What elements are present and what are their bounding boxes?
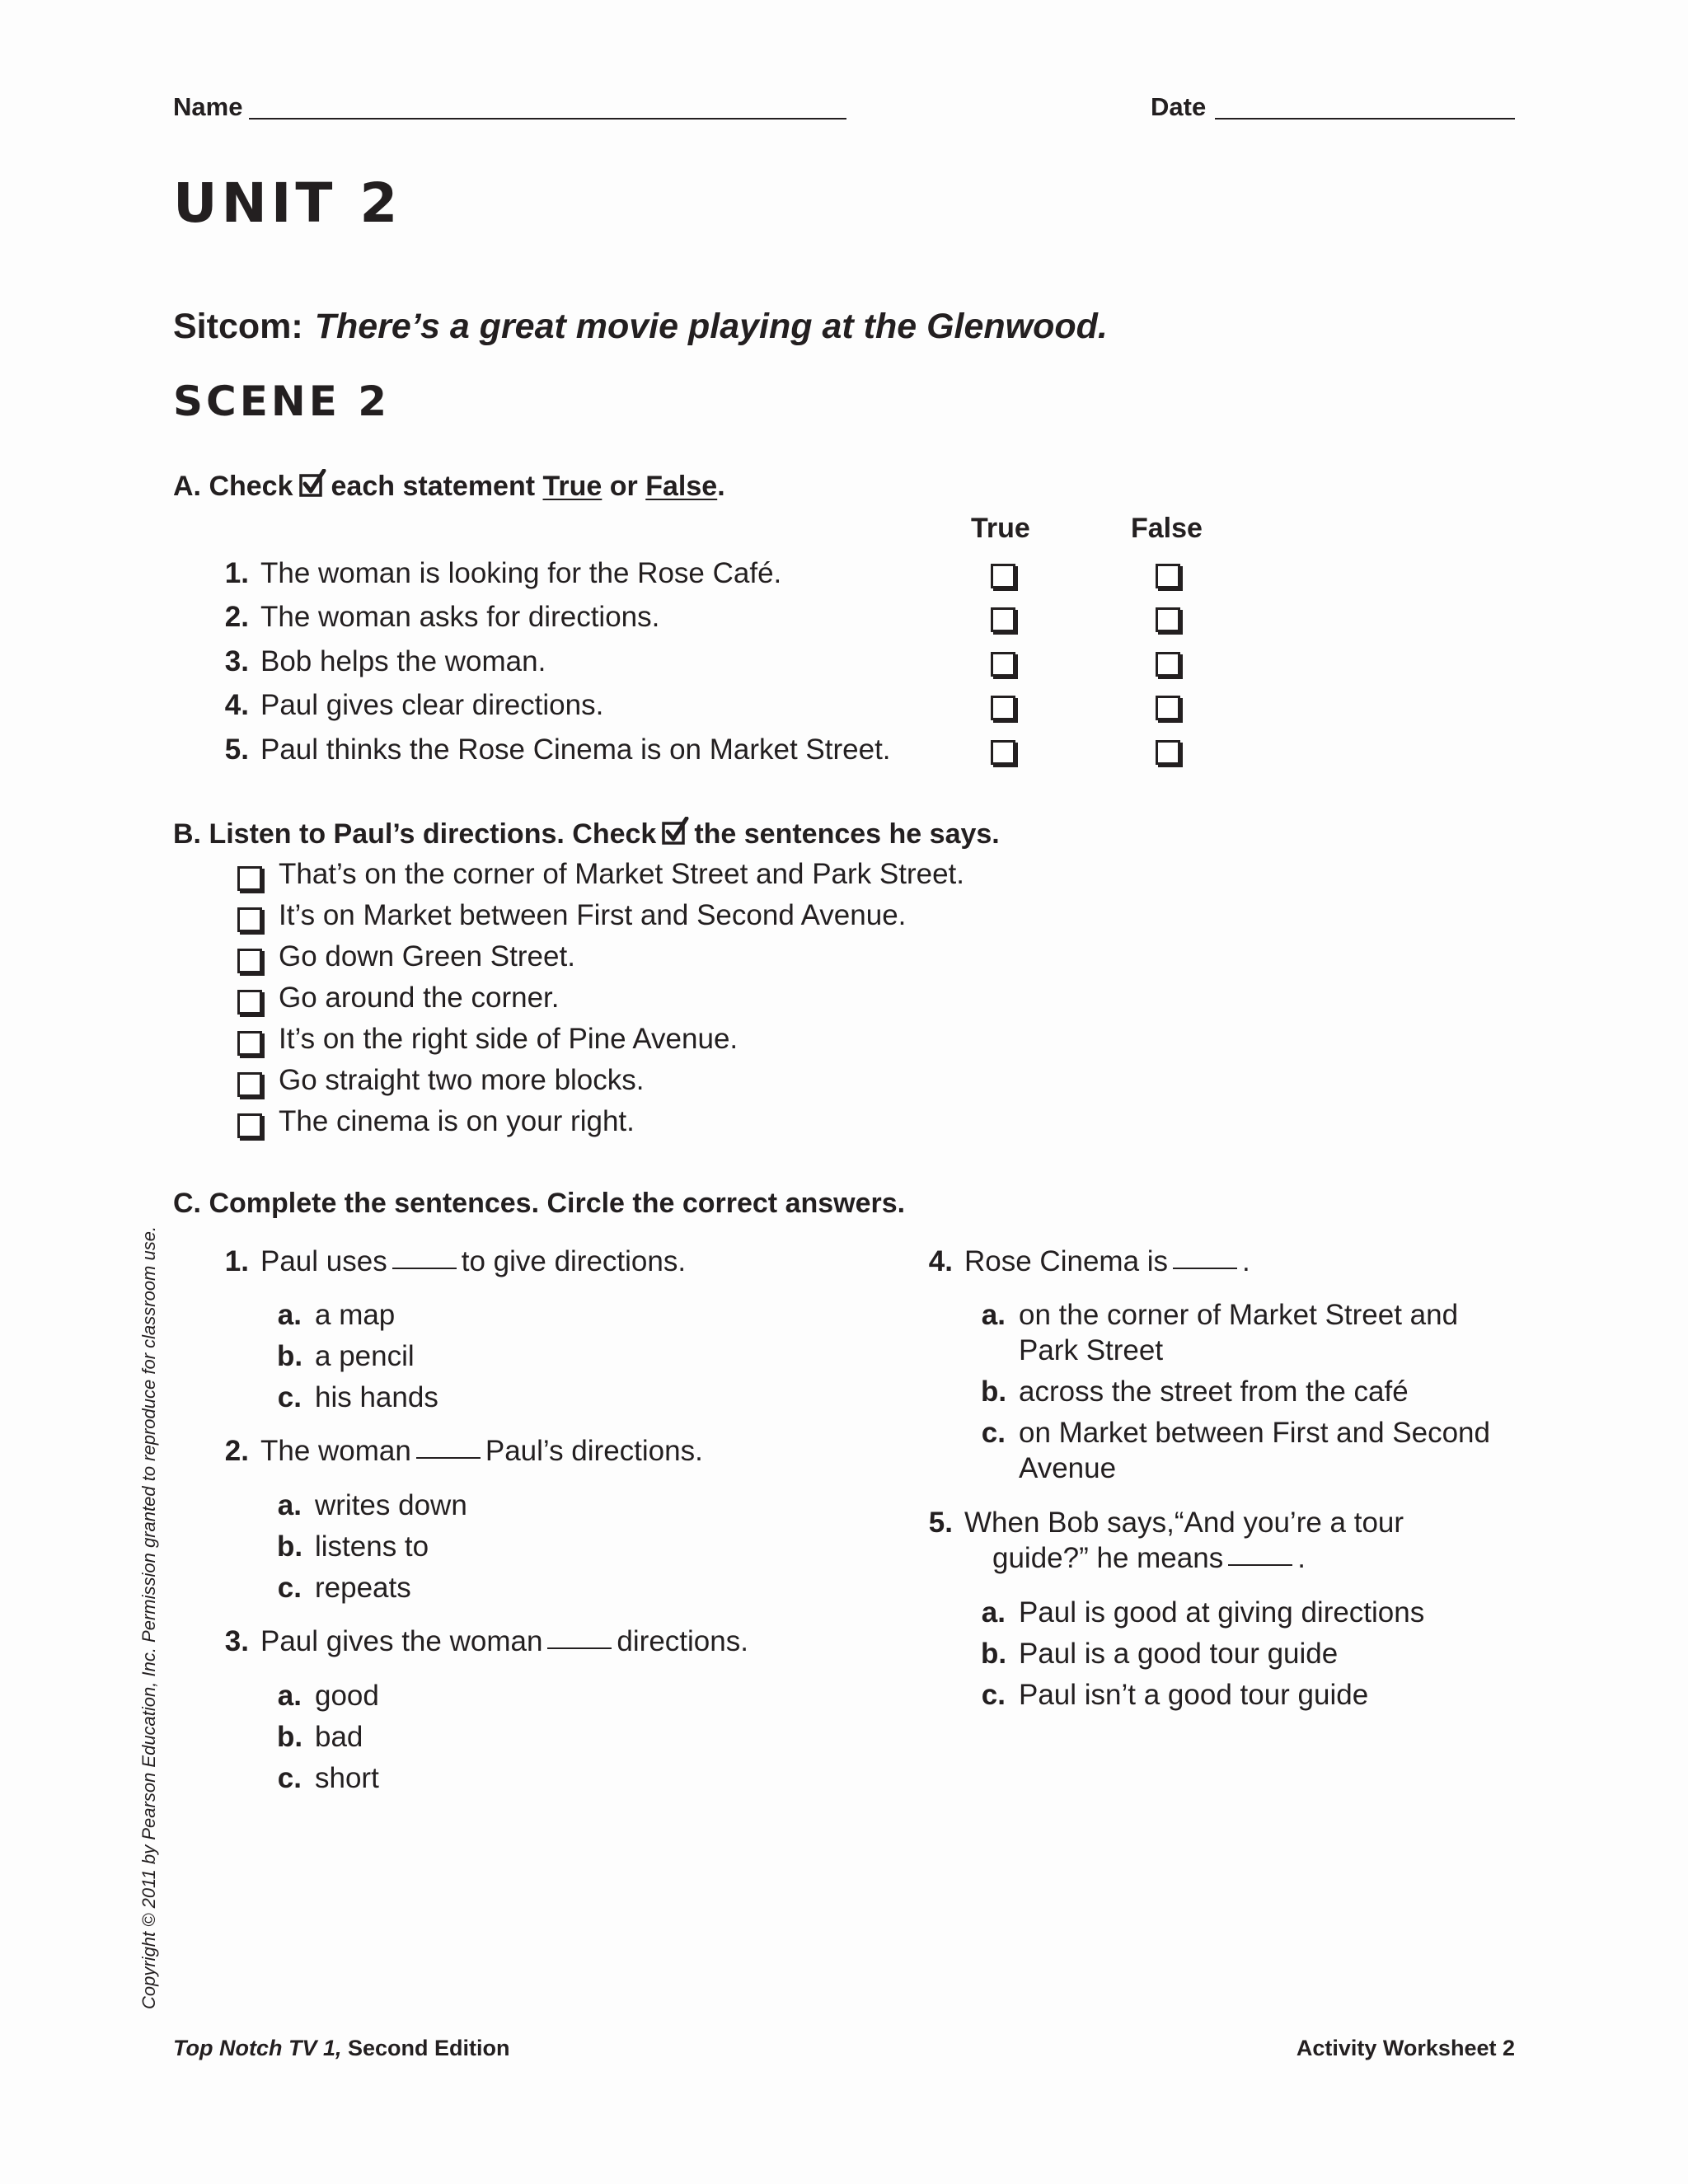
question-text: Rose Cinema is xyxy=(964,1245,1169,1277)
item-number: 5. xyxy=(224,733,249,766)
option-text: a map xyxy=(315,1299,396,1331)
question-text: to give directions. xyxy=(461,1245,687,1277)
option-text: on Market between First and Second xyxy=(1019,1417,1490,1449)
option-text: Paul is good at giving directions xyxy=(1019,1596,1425,1629)
true-checkbox-1[interactable] xyxy=(991,564,1015,588)
instruction-text: Listen to Paul’s directions. Check xyxy=(209,818,657,850)
instruction-text: Complete the sentences. Circle the correct answers. xyxy=(209,1188,906,1219)
item-number: 5. xyxy=(928,1507,953,1539)
item-number: 4. xyxy=(928,1245,953,1277)
question-text: Paul uses xyxy=(260,1245,387,1277)
option-text: repeats xyxy=(315,1572,411,1604)
section-b-heading xyxy=(173,817,1000,854)
answer-option[interactable] xyxy=(981,1596,1424,1629)
option-text-continued: Avenue xyxy=(1019,1452,1117,1484)
question-1 xyxy=(211,1245,686,1278)
checked-box-icon xyxy=(298,469,326,506)
answer-blank xyxy=(392,1268,457,1269)
option-text: listens to xyxy=(315,1530,429,1563)
sitcom-title xyxy=(173,307,1108,347)
answer-blank xyxy=(547,1647,612,1649)
question-text: guide?” he means xyxy=(992,1542,1224,1574)
question-text: The woman xyxy=(260,1435,411,1467)
question-2 xyxy=(211,1435,703,1468)
true-checkbox-2[interactable] xyxy=(991,607,1015,632)
statement-row xyxy=(211,557,781,590)
option-letter: c. xyxy=(277,1572,302,1604)
section-letter: B. xyxy=(173,818,201,850)
question-text: When Bob says,“And you’re a tour xyxy=(964,1507,1404,1539)
item-number: 1. xyxy=(224,557,249,589)
instruction-text: Check xyxy=(209,471,293,502)
sentence-option: It’s on Market between First and Second Avenue. xyxy=(279,899,907,931)
sentence-checkbox-6[interactable] xyxy=(237,1072,262,1097)
option-text: Paul isn’t a good tour guide xyxy=(1019,1679,1369,1711)
option-letter: b. xyxy=(277,1340,303,1372)
question-text: Paul gives the woman xyxy=(260,1625,543,1657)
sentence-option: Go around the corner. xyxy=(279,982,560,1014)
option-letter: a. xyxy=(277,1680,302,1712)
false-checkbox-5[interactable] xyxy=(1156,740,1180,765)
scene-title: SCENE 2 xyxy=(173,377,391,425)
item-number: 2. xyxy=(224,1435,249,1467)
answer-blank xyxy=(1173,1268,1237,1269)
option-text: on the corner of Market Street and xyxy=(1019,1299,1459,1331)
statement-text: Paul thinks the Rose Cinema is on Market Street. xyxy=(260,733,891,766)
answer-option[interactable] xyxy=(981,1376,1409,1408)
question-5-continued xyxy=(992,1542,1306,1575)
option-letter: a. xyxy=(277,1489,302,1521)
statement-row xyxy=(211,601,659,634)
sentence-option: That’s on the corner of Market Street and Park Street. xyxy=(279,858,964,890)
statement-text: Paul gives clear directions. xyxy=(260,689,604,721)
answer-option[interactable] xyxy=(277,1572,411,1605)
option-text: short xyxy=(315,1762,379,1794)
option-letter: b. xyxy=(981,1376,1007,1408)
item-number: 1. xyxy=(224,1245,249,1277)
option-letter: c. xyxy=(981,1679,1006,1711)
answer-option[interactable] xyxy=(277,1721,363,1754)
question-text: Paul’s directions. xyxy=(485,1435,703,1467)
option-letter: c. xyxy=(277,1762,302,1794)
option-text: good xyxy=(315,1680,379,1712)
checked-box-icon xyxy=(661,817,689,854)
question-3 xyxy=(211,1625,748,1658)
footer-worksheet-label: Activity Worksheet 2 xyxy=(1296,2036,1515,2060)
section-a-heading xyxy=(173,469,725,506)
option-text-continued: Park Street xyxy=(1019,1334,1164,1366)
answer-option[interactable] xyxy=(981,1638,1338,1671)
footer-book-title xyxy=(173,2036,510,2061)
answer-option[interactable] xyxy=(277,1762,379,1795)
statement-text: The woman asks for directions. xyxy=(260,601,660,633)
option-text: writes down xyxy=(315,1489,467,1521)
answer-option[interactable] xyxy=(277,1340,415,1373)
option-letter: a. xyxy=(277,1299,302,1331)
period: . xyxy=(717,471,725,502)
sitcom-episode-title: There’s a great movie playing at the Glenwood. xyxy=(314,307,1108,346)
false-word: False xyxy=(645,471,718,502)
book-title: Top Notch TV 1, xyxy=(173,2036,342,2060)
name-label: Name xyxy=(173,92,243,121)
statement-row xyxy=(211,689,603,722)
answer-option[interactable] xyxy=(277,1381,438,1414)
sentence-option: It’s on the right side of Pine Avenue. xyxy=(279,1023,738,1055)
option-text: bad xyxy=(315,1721,363,1753)
date-field[interactable] xyxy=(1215,118,1515,120)
answer-option[interactable] xyxy=(981,1679,1368,1712)
answer-blank xyxy=(1228,1564,1292,1566)
option-text: across the street from the café xyxy=(1019,1376,1409,1408)
answer-option[interactable] xyxy=(277,1680,379,1713)
item-number: 4. xyxy=(224,689,249,721)
true-checkbox-3[interactable] xyxy=(991,652,1015,677)
section-letter: C. xyxy=(173,1188,201,1219)
sentence-checkbox-4[interactable] xyxy=(237,990,262,1015)
item-number: 2. xyxy=(224,601,249,633)
false-checkbox-4[interactable] xyxy=(1156,696,1180,720)
question-text: . xyxy=(1242,1245,1250,1277)
option-text: his hands xyxy=(315,1381,438,1413)
false-column-header: False xyxy=(1131,513,1203,544)
option-letter: b. xyxy=(277,1530,303,1563)
edition-label: Second Edition xyxy=(348,2036,510,2060)
option-text: a pencil xyxy=(315,1340,415,1372)
item-number: 3. xyxy=(224,1625,249,1657)
option-letter: c. xyxy=(981,1417,1006,1449)
true-column-header: True xyxy=(971,513,1030,544)
question-text: directions. xyxy=(617,1625,748,1657)
answer-blank xyxy=(416,1457,481,1459)
sentence-option: Go down Green Street. xyxy=(279,940,575,972)
false-checkbox-3[interactable] xyxy=(1156,652,1180,677)
answer-option[interactable] xyxy=(277,1489,467,1522)
unit-title: UNIT 2 xyxy=(173,171,402,235)
statement-row xyxy=(211,733,891,766)
or-word: or xyxy=(609,471,638,502)
section-letter: A. xyxy=(173,471,201,502)
item-number: 3. xyxy=(224,645,249,677)
question-4 xyxy=(915,1245,1250,1278)
question-5 xyxy=(915,1507,1404,1540)
true-word: True xyxy=(542,471,603,502)
option-text: Paul is a good tour guide xyxy=(1019,1638,1339,1670)
question-text: . xyxy=(1297,1542,1306,1574)
answer-option[interactable] xyxy=(981,1299,1458,1332)
sentence-checkbox-1[interactable] xyxy=(237,866,262,891)
option-letter: a. xyxy=(981,1596,1006,1629)
section-c-heading xyxy=(173,1188,905,1220)
sentence-checkbox-5[interactable] xyxy=(237,1031,262,1056)
sentence-checkbox-2[interactable] xyxy=(237,907,262,932)
sentence-checkbox-3[interactable] xyxy=(237,949,262,973)
date-label: Date xyxy=(1151,92,1207,121)
false-checkbox-1[interactable] xyxy=(1156,564,1180,588)
option-letter: c. xyxy=(277,1381,302,1413)
statement-row xyxy=(211,645,546,678)
sentence-option: The cinema is on your right. xyxy=(279,1105,635,1137)
name-field[interactable] xyxy=(249,118,846,120)
statement-text: Bob helps the woman. xyxy=(260,645,546,677)
sentence-checkbox-7[interactable] xyxy=(237,1113,262,1138)
option-letter: b. xyxy=(277,1721,303,1753)
option-letter: b. xyxy=(981,1638,1007,1670)
option-letter: a. xyxy=(981,1299,1006,1331)
sitcom-label: Sitcom: xyxy=(173,307,303,346)
false-checkbox-2[interactable] xyxy=(1156,607,1180,632)
statement-text: The woman is looking for the Rose Café. xyxy=(260,557,782,589)
instruction-text: the sentences he says. xyxy=(694,818,1000,850)
answer-option[interactable] xyxy=(277,1299,395,1332)
sentence-option: Go straight two more blocks. xyxy=(279,1064,645,1096)
true-checkbox-5[interactable] xyxy=(991,740,1015,765)
instruction-text: each statement xyxy=(331,471,536,502)
answer-option[interactable] xyxy=(981,1417,1490,1450)
copyright-notice: Copyright © 2011 by Pearson Education, Inc. Permission granted to reproduce for classroom use. xyxy=(138,1226,159,2009)
true-checkbox-4[interactable] xyxy=(991,696,1015,720)
answer-option[interactable] xyxy=(277,1530,429,1563)
